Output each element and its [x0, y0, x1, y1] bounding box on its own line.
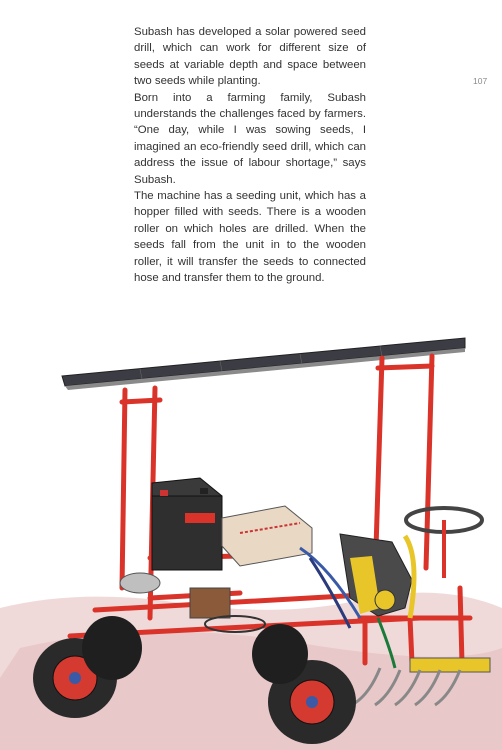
front-right-wheel — [252, 624, 308, 684]
paragraph-3: The machine has a seeding unit, which has a hopper filled with seeds. There is a wooden roller on which holes are drilled. When the seeds fall from the unit in to the wooden roller, it will transfer the seeds to connected hose and transfer them to the ground. — [134, 190, 366, 285]
controller-box — [222, 506, 312, 566]
steering-wheel — [406, 508, 482, 578]
paragraph-2: Born into a farming family, Subash understands the challenges faced by farmers. “One day, while I was sowing seeds, I imagined an eco-friendly seed drill, which can address the issue of labour shortage,” says Subash. — [134, 91, 366, 186]
seed-drill-illustration — [0, 318, 502, 750]
body-text — [134, 24, 366, 287]
page-number: 107 — [473, 76, 488, 86]
paragraph-1: Subash has developed a solar powered seed drill, which can work for different size of seeds at variable depth and space between two seeds while planting. — [134, 26, 366, 88]
rear-right-wheel — [82, 616, 142, 680]
battery — [152, 478, 222, 570]
solar-panel — [62, 338, 465, 390]
